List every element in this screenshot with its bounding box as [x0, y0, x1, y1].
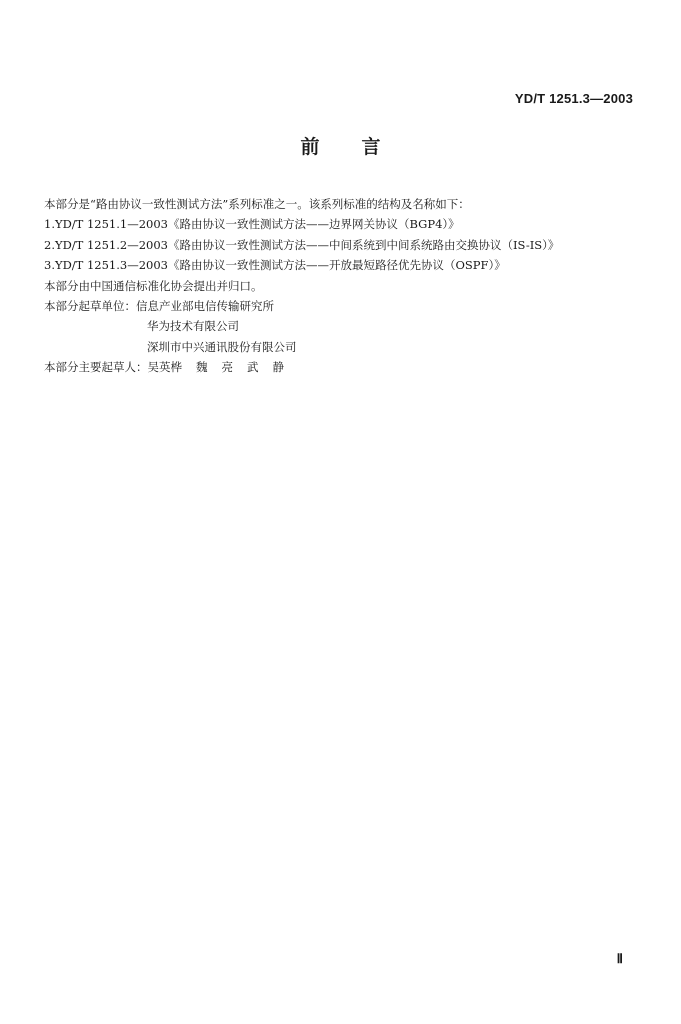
proposer-text: 本部分由中国通信标准化协会提出并归口。 — [44, 278, 263, 293]
preface-body — [44, 194, 644, 378]
drafter-name-2: 魏 — [196, 360, 208, 375]
title-char-1: 前 — [300, 136, 320, 158]
drafting-unit-3: 深圳市中兴通讯股份有限公司 — [147, 339, 297, 354]
page-number: Ⅱ — [616, 951, 623, 966]
drafter-name-5: 静 — [272, 360, 284, 375]
drafting-unit-row-1 — [44, 296, 644, 316]
series-item-2: 2.YD/T 1251.2—2003《路由协议一致性测试方法——中间系统到中间系统路由交换协议（IS-IS）》 — [44, 237, 560, 252]
series-item-1: 1.YD/T 1251.1—2003《路由协议一致性测试方法——边界网关协议（BGP4）》 — [44, 217, 460, 232]
drafting-units-label: 本部分起草单位： — [44, 298, 136, 313]
drafter-name-1: 吴英桦 — [147, 360, 182, 375]
drafting-unit-1: 信息产业部电信传输研究所 — [136, 298, 274, 313]
series-item-3: 3.YD/T 1251.3—2003《路由协议一致性测试方法——开放最短路径优先协议（OSPF）》 — [44, 258, 506, 273]
drafting-unit-2: 华为技术有限公司 — [147, 319, 239, 334]
standard-code: YD/T 1251.3—2003 — [514, 91, 633, 106]
drafter-name-4: 武 — [247, 360, 259, 375]
drafters-row — [44, 357, 644, 377]
page-title — [0, 132, 681, 159]
title-char-2: 言 — [361, 136, 381, 158]
drafter-name-3: 亮 — [221, 360, 233, 375]
drafters-label: 本部分主要起草人： — [44, 360, 148, 375]
intro-text: 本部分是“路由协议一致性测试方法”系列标准之一。该系列标准的结构及名称如下： — [44, 197, 470, 211]
